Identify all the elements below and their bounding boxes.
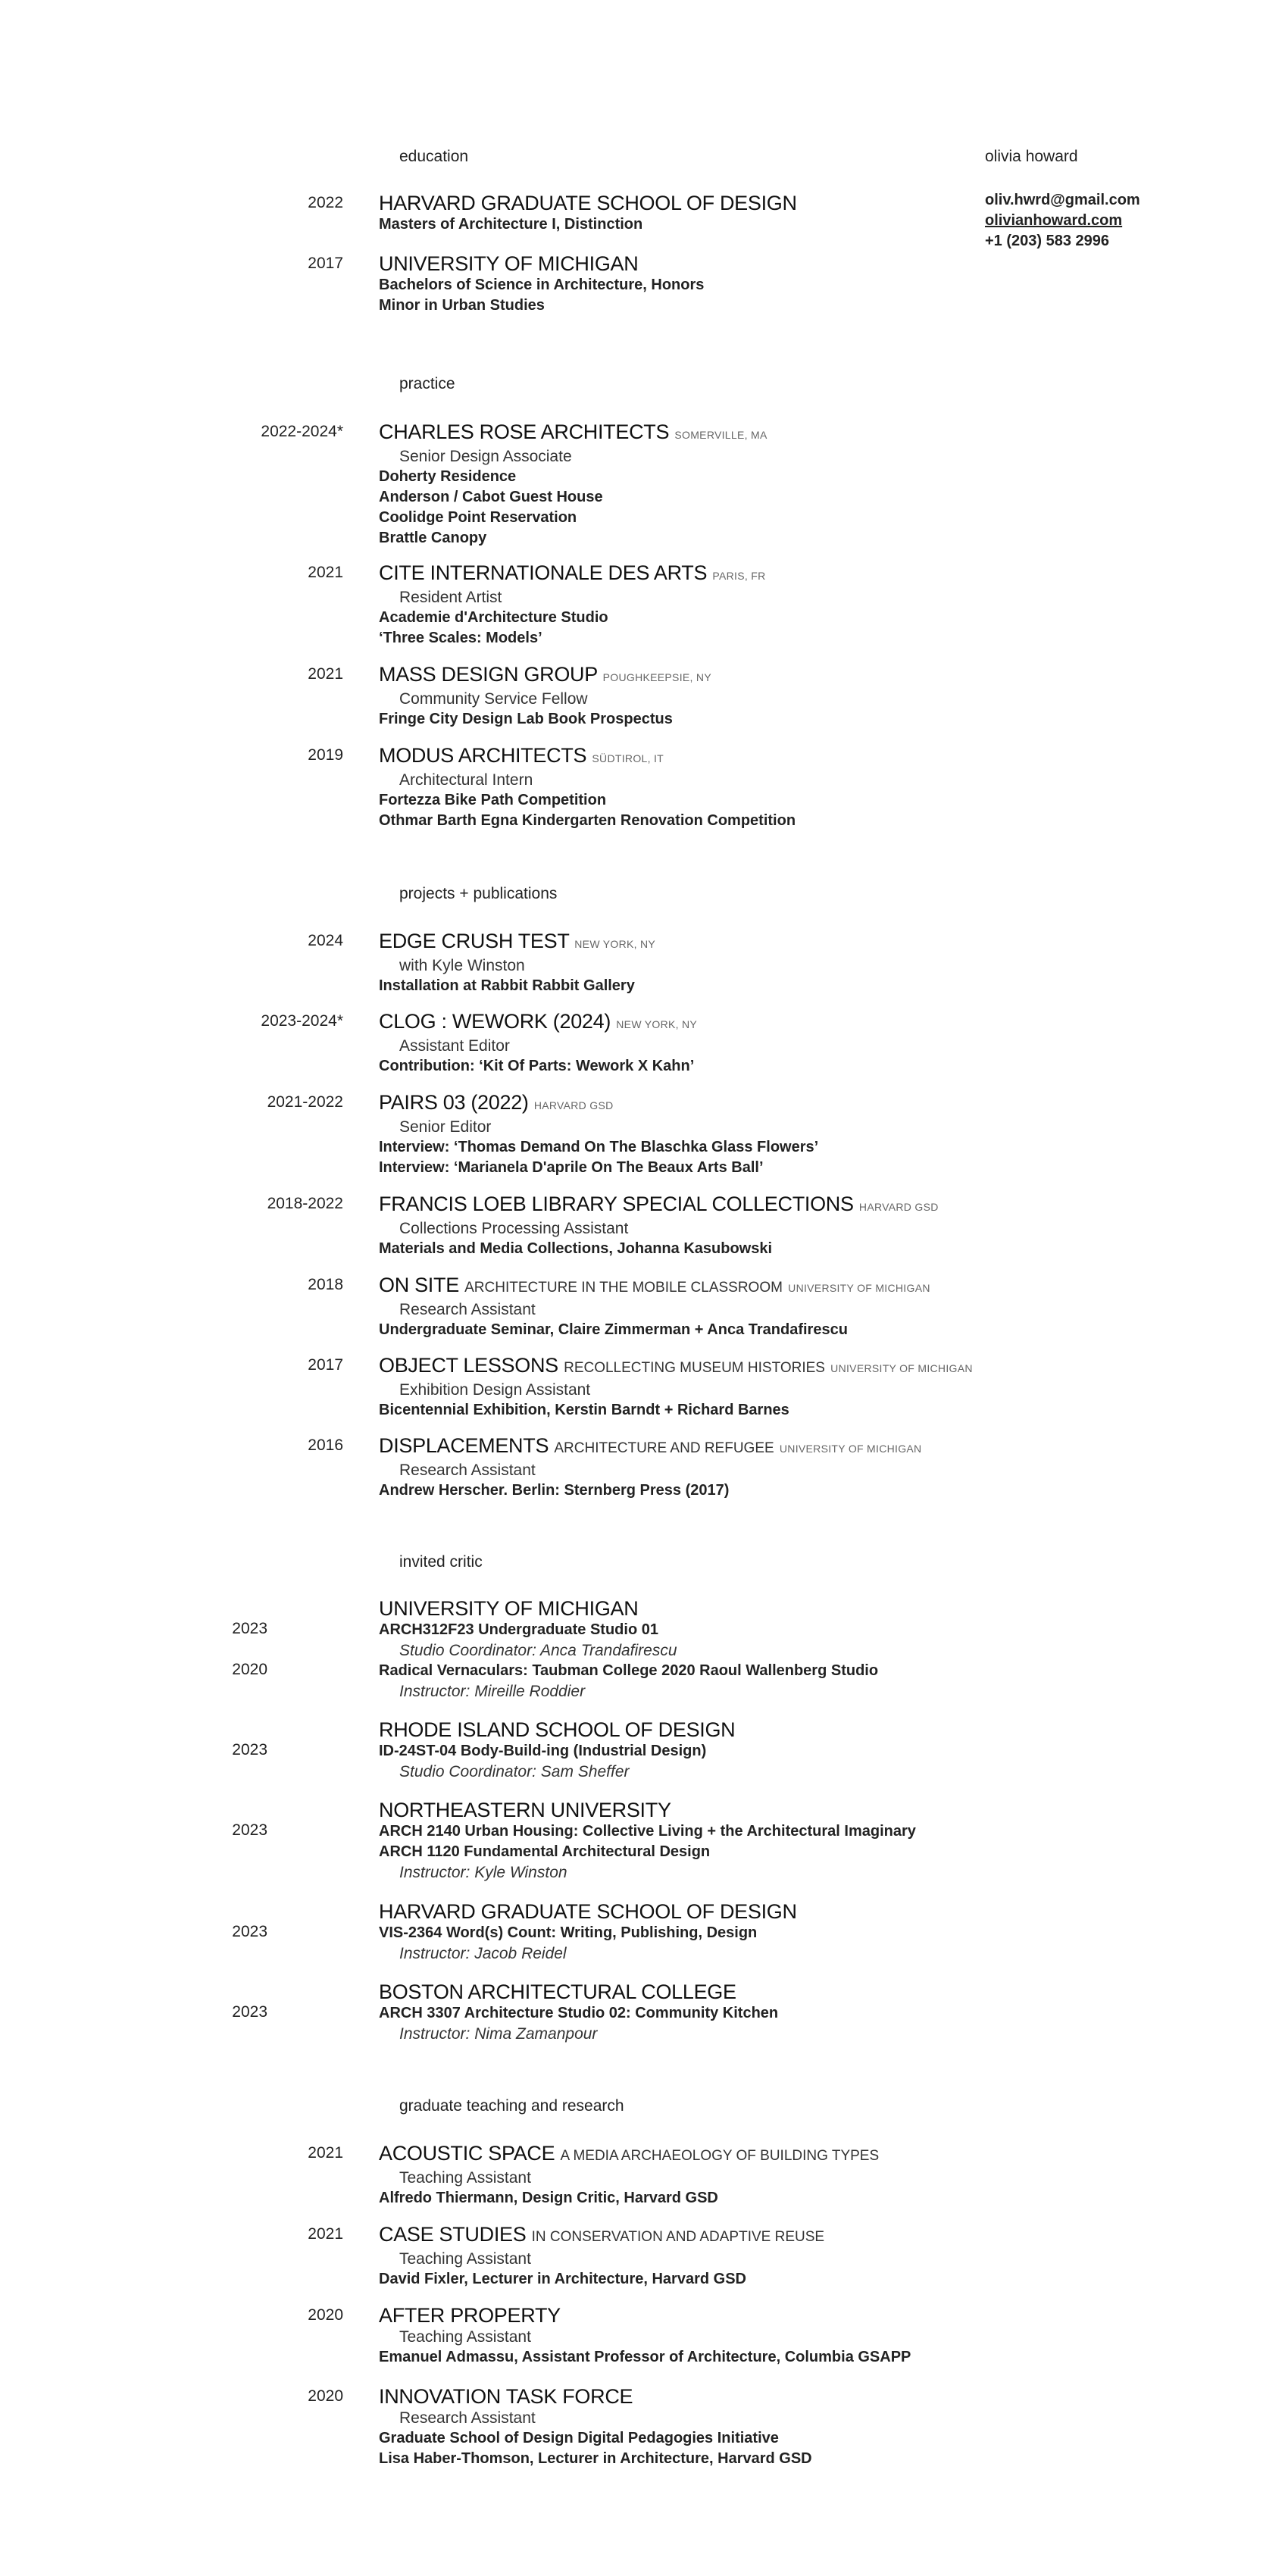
entry-title: ON SITE: [379, 1274, 459, 1296]
entry-title: HARVARD GRADUATE SCHOOL OF DESIGN: [379, 192, 797, 214]
entry-year: 2021-2022: [267, 1093, 343, 1111]
row-year: 2023: [232, 1620, 267, 1637]
entry-year: 2024: [308, 932, 343, 949]
entry-title: UNIVERSITY OF MICHIGAN: [379, 1597, 639, 1620]
instructor: Instructor: Mireille Roddier: [399, 1683, 586, 1700]
entry-title: AFTER PROPERTY: [379, 2304, 561, 2327]
entry-role: with Kyle Winston: [399, 957, 525, 974]
phone-number: +1 (203) 583 2996: [985, 233, 1110, 249]
entry-year: 2019: [308, 746, 343, 764]
entry-detail: Othmar Barth Egna Kindergarten Renovation Competition: [379, 812, 796, 829]
row-year: 2020: [232, 1661, 267, 1678]
entry-detail: Undergraduate Seminar, Claire Zimmerman + Anca Trandafirescu: [379, 1321, 848, 1338]
entry-detail: ‘Three Scales: Models’: [379, 630, 542, 646]
entry-title: ACOUSTIC SPACE: [379, 2142, 555, 2165]
entry-year: 2016: [308, 1436, 343, 1454]
instructor: Instructor: Kyle Winston: [399, 1864, 567, 1881]
entry-year: 2020: [308, 2306, 343, 2324]
entry-detail: Lisa Haber-Thomson, Lecturer in Architecture, Harvard GSD: [379, 2450, 812, 2467]
entry-title: HARVARD GRADUATE SCHOOL OF DESIGN: [379, 1900, 797, 1923]
entry-year: 2022-2024*: [261, 423, 343, 440]
entry-detail: Interview: ‘Marianela D'aprile On The Beaux Arts Ball’: [379, 1159, 764, 1176]
entry-location: NEW YORK, NY: [616, 1018, 698, 1030]
entry-detail: David Fixler, Lecturer in Architecture, Harvard GSD: [379, 2271, 746, 2287]
entry-subtitle: IN CONSERVATION AND ADAPTIVE REUSE: [531, 2229, 825, 2245]
entry-title: RHODE ISLAND SCHOOL OF DESIGN: [379, 1718, 736, 1741]
entry-location: HARVARD GSD: [858, 1201, 939, 1213]
entry-detail: Anderson / Cabot Guest House: [379, 489, 603, 505]
entry-subtitle: A MEDIA ARCHAEOLOGY OF BUILDING TYPES: [560, 2148, 880, 2164]
entry-title: OBJECT LESSONS: [379, 1354, 558, 1377]
course: ARCH 1120 Fundamental Architectural Design: [379, 1843, 711, 1860]
entry-location: PARIS, FR: [712, 570, 766, 582]
entry-location: UNIVERSITY OF MICHIGAN: [788, 1282, 930, 1294]
entry-location: UNIVERSITY OF MICHIGAN: [830, 1362, 973, 1374]
entry-title: CHARLES ROSE ARCHITECTS: [379, 420, 670, 443]
row-year: 2023: [232, 2003, 267, 2021]
entry-role: Architectural Intern: [399, 771, 533, 789]
entry-role: Collections Processing Assistant: [399, 1220, 629, 1237]
entry-location: NEW YORK, NY: [574, 938, 656, 950]
entry-detail: Academie d'Architecture Studio: [379, 609, 608, 626]
entry-detail: Bachelors of Science in Architecture, Honors: [379, 277, 705, 293]
entry-role: Assistant Editor: [399, 1037, 510, 1055]
entry-detail: Fortezza Bike Path Competition: [379, 792, 607, 808]
entry-title: DISPLACEMENTS: [379, 1434, 549, 1457]
entry-title: EDGE CRUSH TEST: [379, 930, 570, 952]
entry-detail: Doherty Residence: [379, 468, 517, 485]
education-heading: education: [399, 148, 469, 165]
entry-detail: Coolidge Point Reservation: [379, 509, 577, 526]
row-year: 2023: [232, 1821, 267, 1839]
practice-heading: practice: [399, 375, 455, 392]
entry-title: CITE INTERNATIONALE DES ARTS: [379, 561, 708, 584]
entry-location: POUGHKEEPSIE, NY: [602, 671, 711, 683]
row-year: 2023: [232, 1923, 267, 1940]
entry-detail: Minor in Urban Studies: [379, 297, 545, 314]
entry-detail: Installation at Rabbit Rabbit Gallery: [379, 977, 635, 994]
course: VIS-2364 Word(s) Count: Writing, Publishing, Design: [379, 1924, 758, 1941]
entry-title: BOSTON ARCHITECTURAL COLLEGE: [379, 1980, 736, 2003]
critic-heading: invited critic: [399, 1553, 483, 1571]
entry-year: 2018-2022: [267, 1195, 343, 1212]
entry-year: 2017: [308, 1356, 343, 1374]
entry-location: HARVARD GSD: [533, 1099, 614, 1111]
course: ARCH 2140 Urban Housing: Collective Living + the Architectural Imaginary: [379, 1823, 916, 1840]
entry-title: INNOVATION TASK FORCE: [379, 2385, 633, 2408]
entry-year: 2017: [308, 255, 343, 272]
entry-title: MASS DESIGN GROUP: [379, 663, 598, 686]
entry-role: Senior Editor: [399, 1118, 492, 1136]
entry-role: Research Assistant: [399, 1301, 536, 1318]
entry-detail: Fringe City Design Lab Book Prospectus: [379, 711, 673, 727]
entry-detail: Graduate School of Design Digital Pedagogies Initiative: [379, 2430, 779, 2446]
entry-detail: Andrew Herscher. Berlin: Sternberg Press (2017): [379, 1482, 730, 1499]
entry-location: UNIVERSITY OF MICHIGAN: [779, 1443, 922, 1455]
entry-role: Teaching Assistant: [399, 2169, 531, 2187]
projects-heading: projects + publications: [399, 885, 558, 902]
entry-role: Senior Design Associate: [399, 448, 572, 465]
entry-title: CASE STUDIES: [379, 2223, 527, 2246]
coordinator: Studio Coordinator: Sam Sheffer: [399, 1763, 630, 1780]
coordinator: Studio Coordinator: Anca Trandafirescu: [399, 1642, 677, 1659]
entry-subtitle: RECOLLECTING MUSEUM HISTORIES: [564, 1360, 825, 1376]
instructor: Instructor: Nima Zamanpour: [399, 2025, 598, 2043]
entry-role: Research Assistant: [399, 2409, 536, 2427]
entry-title: UNIVERSITY OF MICHIGAN: [379, 252, 639, 275]
course: ARCH312F23 Undergraduate Studio 01: [379, 1621, 658, 1638]
entry-year: 2021: [308, 2225, 343, 2243]
entry-location: SÜDTIROL, IT: [592, 752, 664, 764]
entry-year: 2018: [308, 1276, 343, 1293]
entry-year: 2021: [308, 665, 343, 683]
entry-detail: Alfredo Thiermann, Design Critic, Harvard GSD: [379, 2190, 718, 2206]
entry-detail: Masters of Architecture I, Distinction: [379, 216, 643, 233]
row-year: 2023: [232, 1741, 267, 1758]
entry-role: Research Assistant: [399, 1462, 536, 1479]
entry-role: Exhibition Design Assistant: [399, 1381, 591, 1399]
entry-subtitle: ARCHITECTURE AND REFUGEE: [554, 1440, 774, 1456]
entry-detail: Emanuel Admassu, Assistant Professor of Architecture, Columbia GSAPP: [379, 2349, 911, 2365]
email-link[interactable]: oliv.hwrd@gmail.com: [985, 192, 1140, 208]
teaching-heading: graduate teaching and research: [399, 2097, 624, 2115]
entry-title: FRANCIS LOEB LIBRARY SPECIAL COLLECTIONS: [379, 1193, 854, 1215]
entry-detail: Contribution: ‘Kit Of Parts: Wework X Kahn’: [379, 1058, 695, 1074]
entry-role: Resident Artist: [399, 589, 502, 606]
entry-detail: Materials and Media Collections, Johanna Kasubowski: [379, 1240, 773, 1257]
entry-year: 2021: [308, 564, 343, 581]
entry-year: 2023-2024*: [261, 1012, 343, 1030]
course: ID-24ST-04 Body-Build-ing (Industrial Design): [379, 1743, 707, 1759]
entry-subtitle: ARCHITECTURE IN THE MOBILE CLASSROOM: [464, 1280, 783, 1296]
entry-year: 2020: [308, 2387, 343, 2405]
entry-detail: Interview: ‘Thomas Demand On The Blaschka Glass Flowers’: [379, 1139, 819, 1155]
entry-title: NORTHEASTERN UNIVERSITY: [379, 1799, 671, 1821]
entry-year: 2022: [308, 194, 343, 211]
entry-location: SOMERVILLE, MA: [674, 429, 767, 441]
entry-role: Community Service Fellow: [399, 690, 588, 708]
entry-year: 2021: [308, 2144, 343, 2162]
entry-title: CLOG : WEWORK (2024): [379, 1010, 611, 1033]
entry-detail: Bicentennial Exhibition, Kerstin Barndt + Richard Barnes: [379, 1402, 789, 1418]
resume-name: olivia howard: [985, 148, 1078, 165]
instructor: Instructor: Jacob Reidel: [399, 1945, 567, 1962]
website-link[interactable]: olivianhoward.com: [985, 212, 1123, 229]
entry-title: PAIRS 03 (2022): [379, 1091, 529, 1114]
course: Radical Vernaculars: Taubman College 2020 Raoul Wallenberg Studio: [379, 1662, 879, 1679]
entry-role: Teaching Assistant: [399, 2328, 531, 2346]
entry-title: MODUS ARCHITECTS: [379, 744, 587, 767]
entry-detail: Brattle Canopy: [379, 530, 487, 546]
entry-role: Teaching Assistant: [399, 2250, 531, 2268]
course: ARCH 3307 Architecture Studio 02: Community Kitchen: [379, 2005, 779, 2021]
